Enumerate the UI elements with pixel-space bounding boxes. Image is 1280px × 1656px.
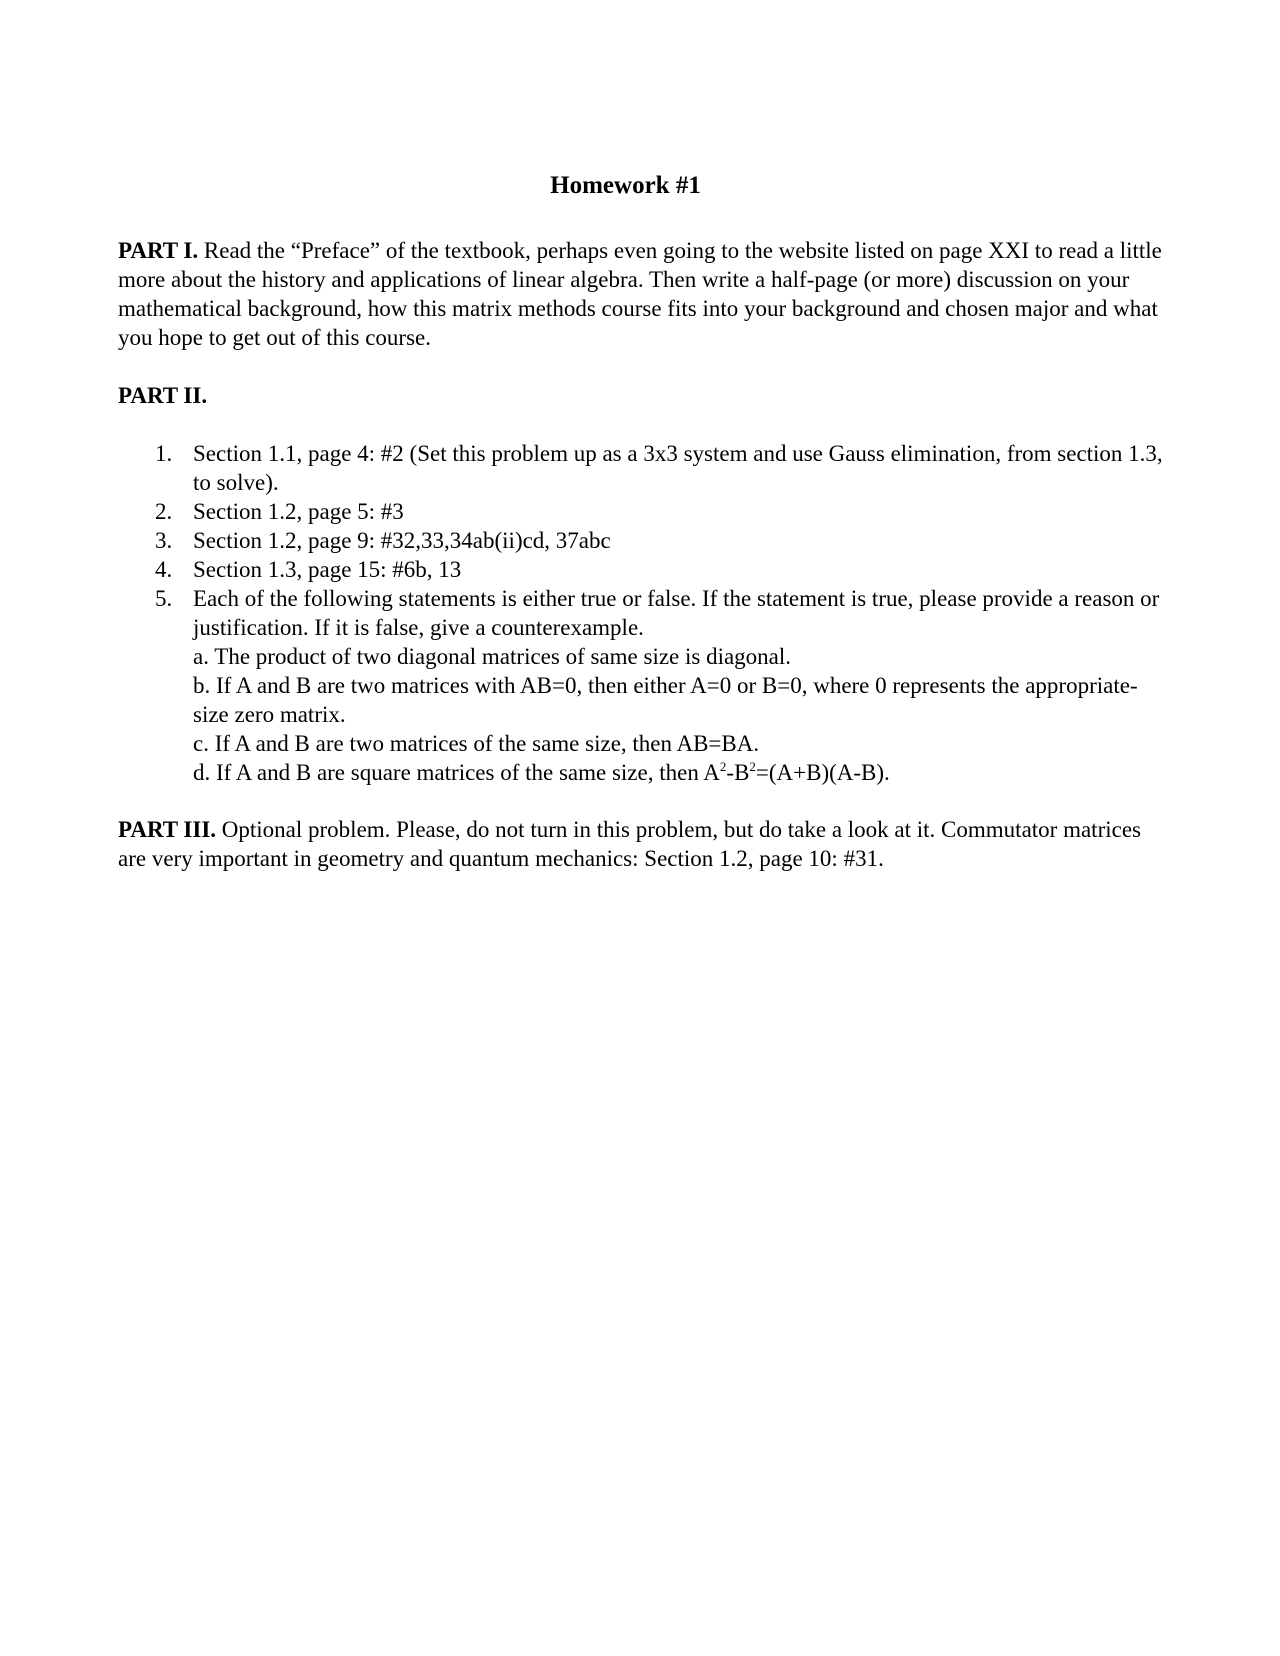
list-item-number: 4. xyxy=(155,557,173,582)
list-item-text: Each of the following statements is either true or false. If the statement is true, please provide a reason or justification. If it is false, give a counterexample. xyxy=(193,586,1160,640)
part-1-label: PART I. xyxy=(118,238,199,263)
subitem-d-suffix: =(A+B)(A-B). xyxy=(755,760,890,785)
list-item xyxy=(118,584,1163,787)
subitem-d xyxy=(193,758,1163,787)
list-item xyxy=(118,555,1163,584)
part-3-text: Optional problem. Please, do not turn in this problem, but do take a look at it. Commutator matrices are very important in geometry and quantum mechanics: Section 1.2, page 10: #31. xyxy=(118,817,1141,871)
list-item xyxy=(118,526,1163,555)
subitem-d-prefix: d. If A and B are square matrices of the same size, then A xyxy=(193,760,720,785)
part-1-paragraph xyxy=(118,236,1163,352)
list-item-text: Section 1.3, page 15: #6b, 13 xyxy=(193,557,462,582)
superscript: 2 xyxy=(719,759,727,774)
page-title: Homework #1 xyxy=(550,172,701,199)
list-item-number: 5. xyxy=(155,586,173,611)
subitem-d-mid: -B xyxy=(726,760,750,785)
list-item-text: Section 1.1, page 4: #2 (Set this problem up as a 3x3 system and use Gauss elimination, from section 1.3, to solve). xyxy=(193,441,1163,495)
part-2-heading: PART II. xyxy=(118,383,208,408)
subitem-b: b. If A and B are two matrices with AB=0, then either A=0 or B=0, where 0 represents the appropriate-size zero matrix. xyxy=(193,673,1138,727)
subitem-c: c. If A and B are two matrices of the same size, then AB=BA. xyxy=(193,731,760,756)
list-item-number: 1. xyxy=(155,441,173,466)
list-item-number: 3. xyxy=(155,528,173,553)
list-item-text: Section 1.2, page 9: #32,33,34ab(ii)cd, 37abc xyxy=(193,528,611,553)
superscript: 2 xyxy=(749,759,756,774)
homework-page xyxy=(118,170,1163,873)
subitem-a: a. The product of two diagonal matrices of same size is diagonal. xyxy=(193,644,792,669)
problem-list xyxy=(118,439,1163,787)
list-item xyxy=(118,497,1163,526)
part-1-text: Read the “Preface” of the textbook, perhaps even going to the website listed on page XXI to read a little more about the history and applications of linear algebra. Then write a half-page (or more) discussion on your mathematical background, how this matrix methods course fits into your background and chosen major and what you hope to get out of this course. xyxy=(118,238,1162,350)
list-item xyxy=(118,439,1163,497)
part-3-label: PART III. xyxy=(118,817,217,842)
part-3-paragraph xyxy=(118,815,1163,873)
list-item-text: Section 1.2, page 5: #3 xyxy=(193,499,404,524)
list-item-number: 2. xyxy=(155,499,173,524)
